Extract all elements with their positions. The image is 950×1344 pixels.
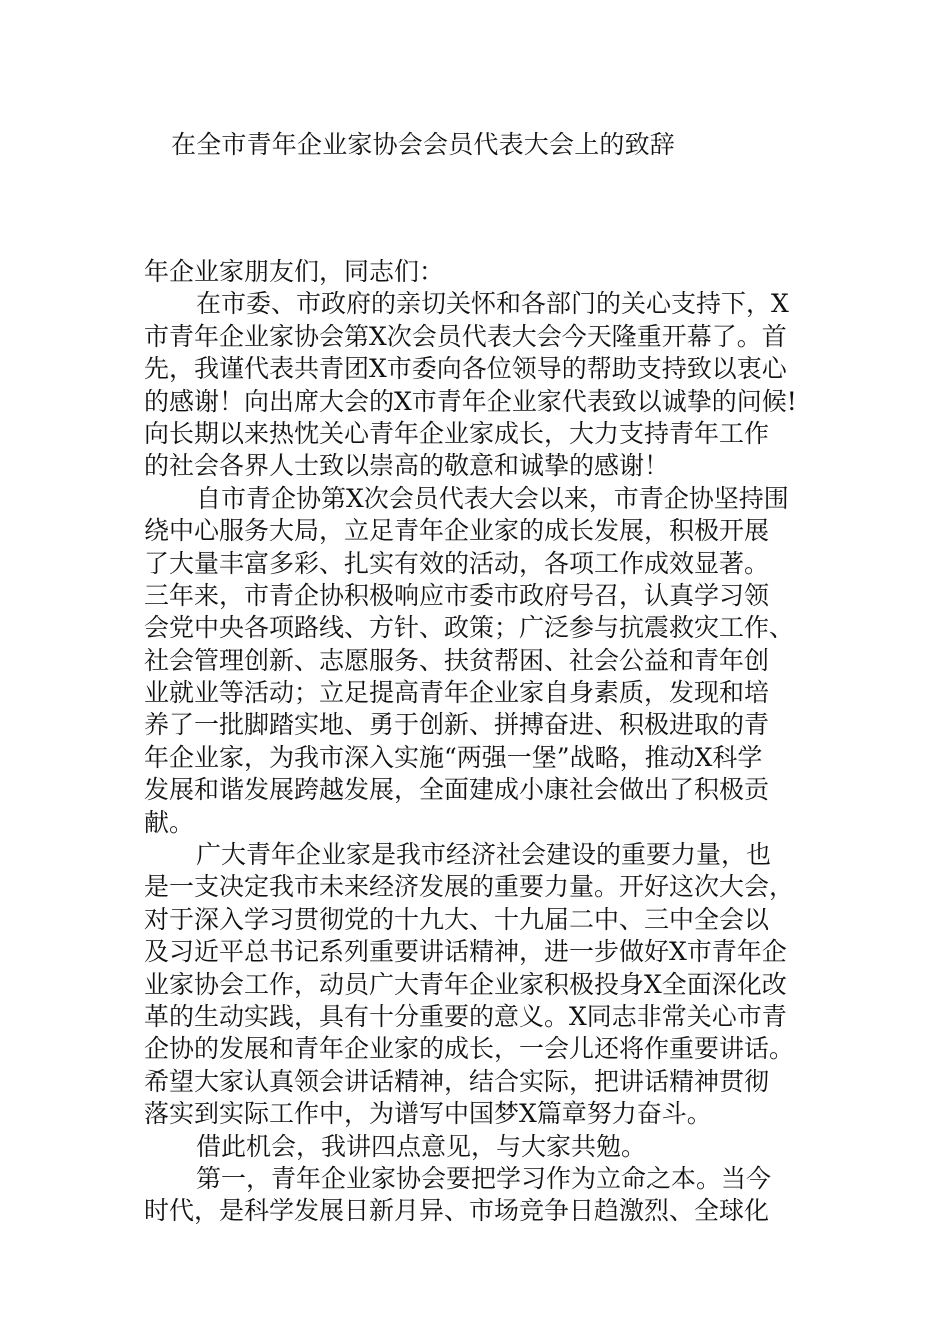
paragraph-line: 自市青企协第X次会员代表大会以来，市青企协坚持围 <box>196 483 789 513</box>
salutation-line: 年企业家朋友们，同志们： <box>144 257 445 286</box>
paragraph-line: 是一支决定我市未来经济发展的重要力量。开好这次大会， <box>144 872 795 902</box>
paragraph-line: 希望大家认真领会讲话精神，结合实际，把讲话精神贯彻 <box>144 1066 770 1096</box>
paragraph-line: 落实到实际工作中，为谱写中国梦X篇章努力奋斗。 <box>144 1099 712 1129</box>
paragraph-line: 借此机会，我讲四点意见，与大家共勉。 <box>196 1131 647 1161</box>
paragraph-line: 养了一批脚踏实地、勇于创新、拼搏奋进、积极进取的青 <box>144 710 770 740</box>
paragraph-line: 第一，青年企业家协会要把学习作为立命之本。当今 <box>196 1163 772 1193</box>
paragraph-line: 社会管理创新、志愿服务、扶贫帮困、社会公益和青年创 <box>144 645 770 675</box>
paragraph-line: 了大量丰富多彩、扎实有效的活动，各项工作成效显著。 <box>144 548 770 578</box>
paragraph-line: 先，我谨代表共青团X市委向各位领导的帮助支持致以衷心 <box>144 354 787 384</box>
paragraph-line: 的社会各界人士致以崇高的敬意和诚挚的感谢！ <box>144 451 670 481</box>
paragraph-line: 广大青年企业家是我市经济社会建设的重要力量，也 <box>196 840 772 870</box>
paragraph-line: 会党中央各项路线、方针、政策；广泛参与抗震救灾工作、 <box>144 613 795 643</box>
paragraph-line: 业就业等活动；立足提高青年企业家自身素质，发现和培 <box>144 678 770 708</box>
paragraph-line: 时代，是科学发展日新月异、市场竞争日趋激烈、全球化 <box>144 1196 770 1226</box>
paragraph-line: 绕中心服务大局，立足青年企业家的成长发展，积极开展 <box>144 516 770 546</box>
paragraph-line: 三年来，市青企协积极响应市委市政府号召，认真学习领 <box>144 580 770 610</box>
paragraph-line: 发展和谐发展跨越发展，全面建成小康社会做出了积极贡 <box>144 775 770 805</box>
paragraph-line: 年企业家，为我市深入实施“两强一堡”战略，推动X科学 <box>144 742 763 772</box>
paragraph-line: 企协的发展和青年企业家的成长，一会儿还将作重要讲话。 <box>144 1034 795 1064</box>
paragraph-line: 向长期以来热忱关心青年企业家成长，大力支持青年工作 <box>144 418 770 448</box>
paragraph-line: 市青年企业家协会第X次会员代表大会今天隆重开幕了。首 <box>144 321 787 351</box>
paragraph-line: 的感谢！向出席大会的X市青年企业家代表致以诚挚的问候! <box>144 386 797 416</box>
paragraph-line: 在市委、市政府的亲切关怀和各部门的关心支持下，X <box>196 289 789 319</box>
document-title: 在全市青年企业家协会会员代表大会上的致辞 <box>171 130 676 159</box>
paragraph-line: 业家协会工作，动员广大青年企业家积极投身X全面深化改 <box>144 969 787 999</box>
paragraph-line: 对于深入学习贯彻党的十九大、十九届二中、三中全会以 <box>144 904 770 934</box>
paragraph-line: 及习近平总书记系列重要讲话精神，进一步做好X市青年企 <box>144 937 787 967</box>
paragraph-line: 革的生动实践，具有十分重要的意义。X同志非常关心市青 <box>144 1001 787 1031</box>
document-body <box>144 256 824 1228</box>
paragraph-line: 献。 <box>144 807 195 837</box>
